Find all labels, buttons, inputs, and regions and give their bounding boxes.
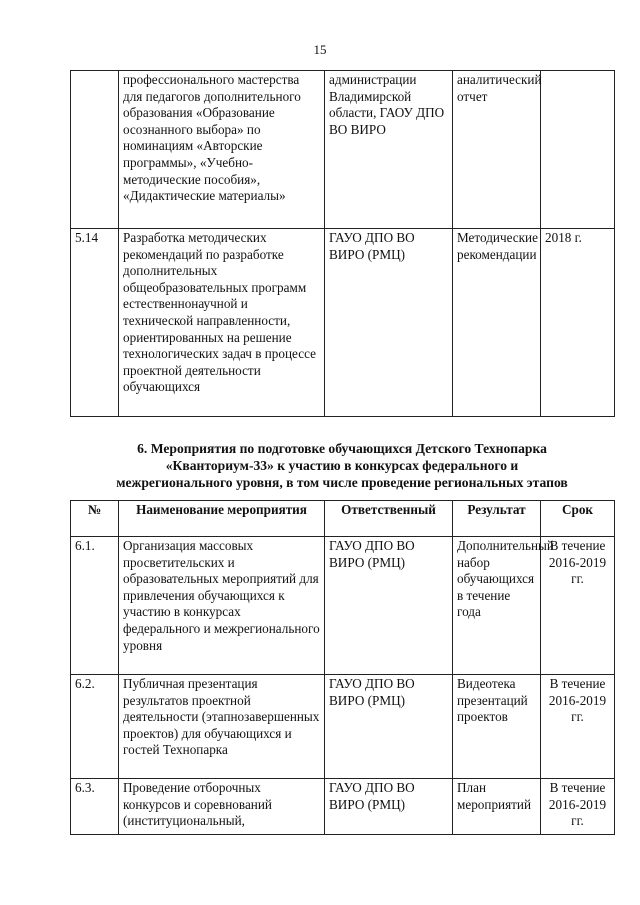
cell-deadline <box>541 71 615 229</box>
table-row <box>71 779 615 835</box>
section-heading-line: «Кванториум-33» к участию в конкурсах федерального и <box>165 458 519 473</box>
cell-name: Разработка методических рекомендаций по разработке дополнительных общеобразовательных программ естественнонаучной и технической направленности, ориентированных на решение технологических задач в процессе проектной деятельности обучающихся <box>119 229 325 417</box>
table-row <box>71 229 615 417</box>
header-name: Наименование мероприятия <box>119 501 325 537</box>
cell-deadline: 2018 г. <box>541 229 615 417</box>
cell-deadline: В течение 2016-2019 гг. <box>541 779 615 835</box>
cell-name: Проведение отборочных конкурсов и соревнований (институциональный, <box>119 779 325 835</box>
cell-result: План мероприятий <box>453 779 541 835</box>
cell-deadline: В течение 2016-2019 гг. <box>541 675 615 779</box>
header-deadline: Срок <box>541 501 615 537</box>
cell-name: профессионального мастерства для педагогов дополнительного образования «Образование осознанного выбора» по номинациям «Авторские программы», «Учебно-методические пособия», «Дидактические материалы» <box>119 71 325 229</box>
page-number: 15 <box>313 42 327 57</box>
cell-responsible: ГАУО ДПО ВО ВИРО (РМЦ) <box>325 779 453 835</box>
continued-table <box>70 70 615 417</box>
cell-num: 6.1. <box>71 537 119 675</box>
cell-result: Видеотека презентаций проектов <box>453 675 541 779</box>
table-row <box>71 71 615 229</box>
section-heading-line: межрегионального уровня, в том числе проведение региональных этапов <box>116 475 568 490</box>
cell-responsible: администрации Владимирской области, ГАОУ ДПО ВО ВИРО <box>325 71 453 229</box>
cell-result: Дополнительный набор обучающихся в течение года <box>453 537 541 675</box>
header-num: № <box>71 501 119 537</box>
cell-num: 5.14 <box>71 229 119 417</box>
cell-num: 6.3. <box>71 779 119 835</box>
table-header-row <box>71 501 615 537</box>
cell-name: Организация массовых просветительских и образовательных мероприятий для привлечения обучающихся к участию в конкурсах федерального и межрегионального уровня <box>119 537 325 675</box>
cell-name: Публичная презентация результатов проектной деятельности (этапнозавершенных проектов) для обучающихся и гостей Технопарка <box>119 675 325 779</box>
cell-result: аналитический отчет <box>453 71 541 229</box>
cell-responsible: ГАУО ДПО ВО ВИРО (РМЦ) <box>325 537 453 675</box>
cell-num <box>71 71 119 229</box>
section-heading <box>70 440 614 491</box>
cell-deadline: В течение 2016-2019 гг. <box>541 537 615 675</box>
cell-responsible: ГАУО ДПО ВО ВИРО (РМЦ) <box>325 229 453 417</box>
table-row <box>71 537 615 675</box>
cell-result: Методические рекомендации <box>453 229 541 417</box>
header-responsible: Ответственный <box>325 501 453 537</box>
header-result: Результат <box>453 501 541 537</box>
cell-responsible: ГАУО ДПО ВО ВИРО (РМЦ) <box>325 675 453 779</box>
cell-num: 6.2. <box>71 675 119 779</box>
table-row <box>71 675 615 779</box>
section-heading-line: 6. Мероприятия по подготовке обучающихся Детского Технопарка <box>137 441 547 456</box>
events-table <box>70 500 615 835</box>
